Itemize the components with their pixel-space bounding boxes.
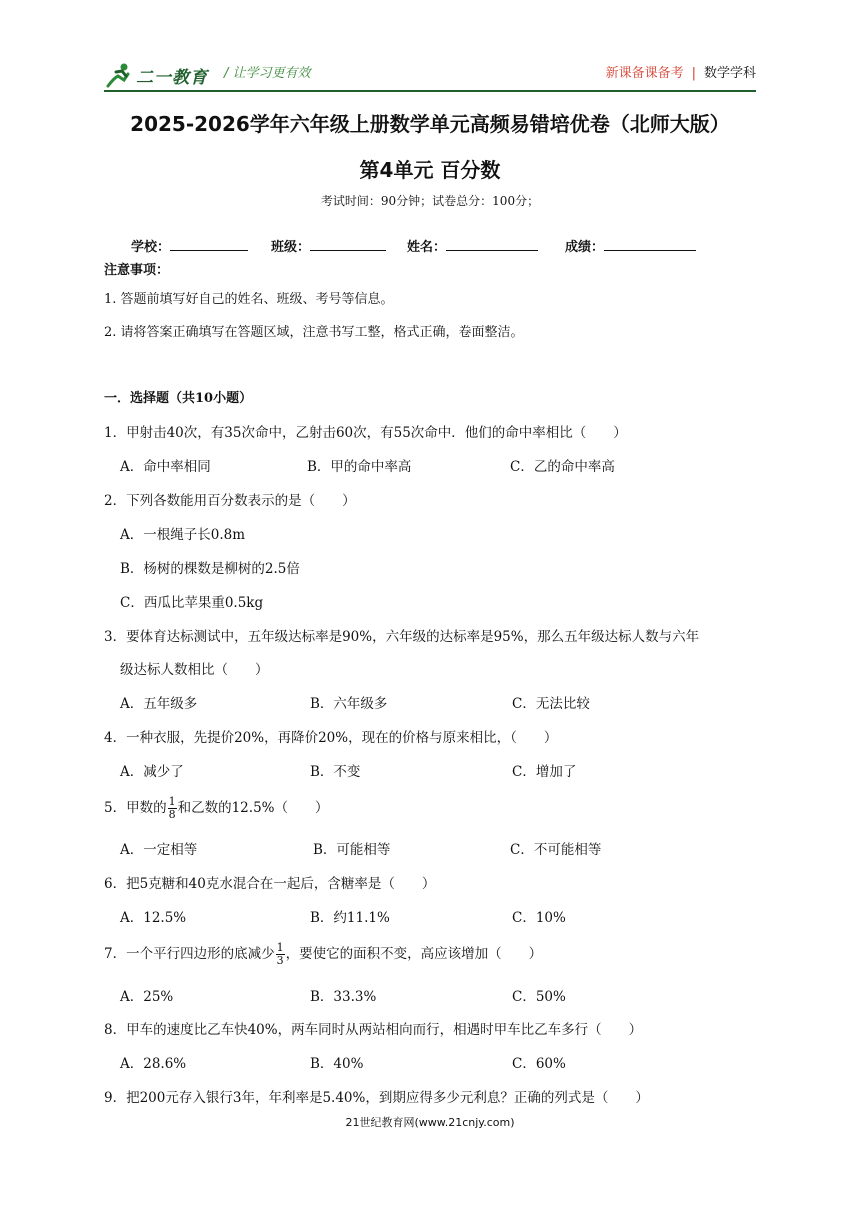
logo	[104, 58, 216, 92]
option-b: B．约11.1%	[310, 910, 390, 926]
option-a: A．一定相等	[120, 842, 198, 858]
section-heading: 一．选择题（共10小题）	[104, 391, 253, 406]
option-b: B．六年级多	[310, 696, 388, 712]
question-7-stem-end: ，要使它的面积不变，高应该增加（ ）	[285, 946, 543, 962]
option-c: C．50%	[512, 989, 566, 1005]
option-a: A．12.5%	[120, 910, 187, 926]
score-field[interactable]	[565, 236, 696, 255]
option-c: C．无法比较	[512, 696, 590, 712]
notice-item: 2. 请将答案正确填写在答题区域，注意书写工整，格式正确，卷面整洁。	[104, 325, 524, 340]
score-label: 成绩：	[565, 240, 605, 255]
option-a: A．减少了	[120, 764, 184, 780]
document-title: 2025-2026学年六年级上册数学单元高频易错培优卷（北师大版）	[130, 112, 730, 136]
question-9: 9．把200元存入银行3年，年利率是5.40%，到期应得多少元利息？正确的列式是（ ）	[104, 1090, 649, 1106]
fraction	[168, 796, 177, 821]
fraction-denominator: 8	[168, 808, 176, 821]
exam-info: 考试时间：90分钟；试卷总分：100分；	[320, 194, 540, 208]
option-b: B．不变	[310, 764, 361, 780]
class-blank[interactable]	[310, 236, 386, 251]
option-c: C．10%	[512, 910, 566, 926]
question-4: 4．一种衣服，先提价20%，再降价20%，现在的价格与原来相比，（ ）	[104, 730, 558, 746]
slogan: / 让学习更有效	[224, 66, 311, 81]
fraction-numerator: 1	[168, 795, 176, 808]
question-3: 3．要体育达标测试中，五年级达标率是90%，六年级的达标率是95%，那么五年级达标人数与六年	[104, 629, 700, 645]
score-blank[interactable]	[604, 236, 696, 251]
option-b: B．可能相等	[313, 842, 391, 858]
fraction-denominator: 3	[276, 954, 284, 967]
option-c: C．乙的命中率高	[510, 459, 615, 475]
header-right	[606, 62, 756, 81]
question-2: 2．下列各数能用百分数表示的是（ ）	[104, 493, 356, 509]
question-5-stem-start: 5．甲数的	[104, 800, 167, 816]
option-a: A．一根绳子长0.8m	[120, 527, 246, 543]
question-5	[104, 796, 328, 821]
header-subject-label: 数学学科	[703, 66, 756, 81]
name-blank[interactable]	[446, 236, 538, 251]
fraction	[276, 942, 285, 967]
school-field[interactable]	[131, 236, 248, 255]
header-separator: |	[691, 66, 696, 81]
class-field[interactable]	[271, 236, 386, 255]
question-7	[104, 942, 542, 967]
question-3-continued: 级达标人数相比（ ）	[120, 662, 269, 678]
header-course-label: 新课备课备考	[605, 66, 684, 81]
runner-logo-icon	[104, 60, 134, 90]
question-6: 6．把5克糖和40克水混合在一起后，含糖率是（ ）	[104, 876, 436, 892]
school-blank[interactable]	[170, 236, 248, 251]
option-b: B．甲的命中率高	[307, 459, 412, 475]
option-a: A．命中率相同	[120, 459, 211, 475]
question-7-stem-start: 7．一个平行四边形的底减少	[104, 946, 275, 962]
header-divider	[104, 90, 756, 92]
logo-text: 二一教育	[136, 68, 208, 88]
question-5-stem-end: 和乙数的12.5%（ ）	[177, 800, 329, 816]
option-c: C．西瓜比苹果重0.5kg	[120, 595, 264, 611]
option-b: B．杨树的棵数是柳树的2.5倍	[120, 561, 300, 577]
option-a: A．28.6%	[120, 1056, 187, 1072]
notice-title: 注意事项：	[104, 263, 170, 278]
fraction-numerator: 1	[276, 941, 284, 954]
question-8: 8．甲车的速度比乙车快40%，两车同时从两站相向而行，相遇时甲车比乙车多行（ ）	[104, 1022, 643, 1038]
option-c: C．60%	[512, 1056, 566, 1072]
option-a: A．25%	[120, 989, 174, 1005]
page-footer: 21世纪教育网(www.21cnjy.com)	[345, 1116, 515, 1129]
option-b: B．33.3%	[310, 989, 377, 1005]
notice-item: 1. 答题前填写好自己的姓名、班级、考号等信息。	[104, 292, 394, 307]
class-label: 班级：	[271, 240, 311, 255]
option-a: A．五年级多	[120, 696, 198, 712]
page-header	[104, 56, 756, 96]
option-c: C．增加了	[512, 764, 577, 780]
school-label: 学校：	[131, 240, 171, 255]
name-label: 姓名：	[407, 240, 447, 255]
option-b: B．40%	[310, 1056, 364, 1072]
question-1: 1．甲射击40次，有35次命中，乙射击60次，有55次命中．他们的命中率相比（ ）	[104, 425, 627, 441]
option-c: C．不可能相等	[510, 842, 602, 858]
unit-title: 第4单元 百分数	[359, 158, 501, 182]
name-field[interactable]	[407, 236, 538, 255]
